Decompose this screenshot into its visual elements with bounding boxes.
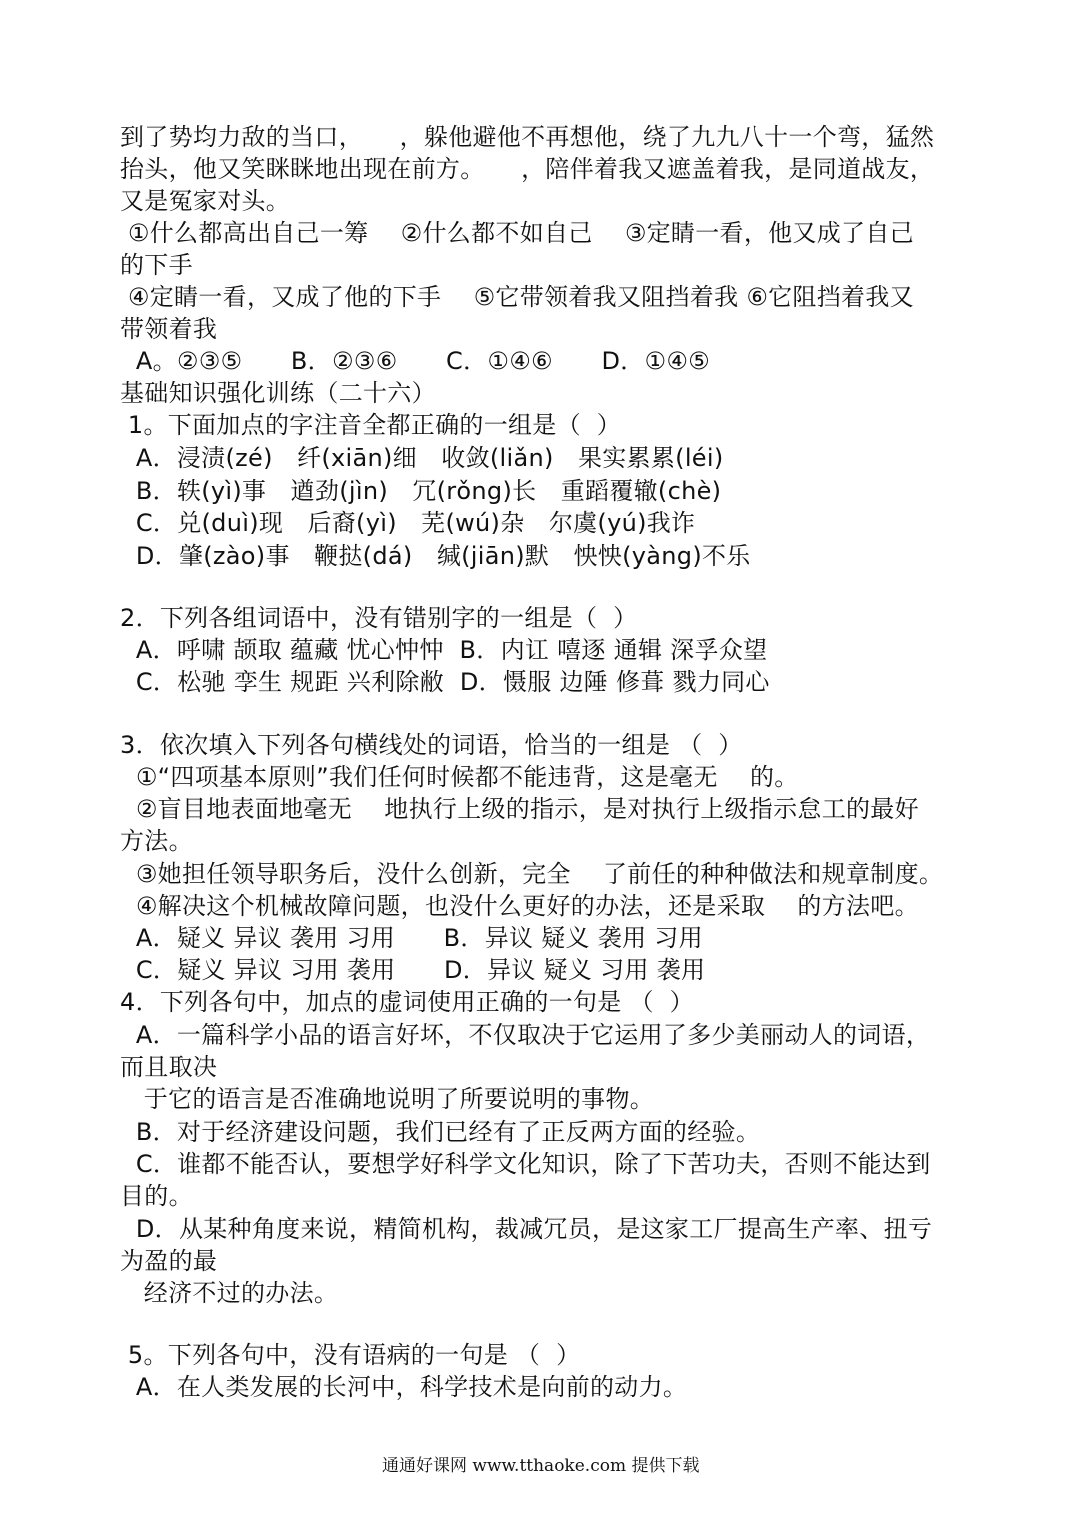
text-line: 的下手 <box>120 251 193 279</box>
question-2: 2．下列各组词语中，没有错别字的一组是（ ） <box>120 604 638 632</box>
answer-choices: A。②③⑤ B．②③⑥ C．①④⑥ D．①④⑤ <box>120 347 710 375</box>
text-line: 目的。 <box>120 1182 193 1210</box>
text-line: 带领着我 <box>120 315 218 343</box>
choice-line: D．从某种角度来说，精简机构，裁减冗员，是这家工厂提高生产率、扭亏 <box>120 1215 933 1243</box>
sentence-line: ③她担任领导职务后，没什么创新，完全 了前任的种种做法和规章制度。 <box>120 860 944 888</box>
choice-line: A．浸渍(zé) 纤(xiān)细 收敛(liǎn) 果实累累(léi) <box>120 444 724 472</box>
sentence-line: ④解决这个机械故障问题，也没什么更好的办法，还是采取 的方法吧。 <box>120 892 919 920</box>
choice-line: A．疑义 异议 袭用 习用 B．异议 疑义 袭用 习用 <box>120 924 703 952</box>
choice-line: B．对于经济建设问题，我们已经有了正反两方面的经验。 <box>120 1118 761 1146</box>
sentence-line: ②盲目地表面地毫无 地执行上级的指示，是对执行上级指示怠工的最好 <box>120 795 919 823</box>
choice-line: A．呼啸 颉取 蕴藏 忧心忡忡 B．内讧 嘻逐 通辑 深孚众望 <box>120 636 768 664</box>
section-title: 基础知识强化训练（二十六） <box>120 379 436 407</box>
choice-line: C．松驰 孪生 规距 兴利除敝 D．慑服 边陲 修葺 戮力同心 <box>120 668 770 696</box>
text-line: 经济不过的办法。 <box>120 1279 339 1307</box>
text-line: 于它的语言是否准确地说明了所要说明的事物。 <box>120 1085 655 1113</box>
choice-line: A．一篇科学小品的语言好坏，不仅取决于它运用了多少美丽动人的词语， <box>120 1021 931 1049</box>
question-1: 1。下面加点的字注音全都正确的一组是（ ） <box>120 411 622 439</box>
text-line: 抬头，他又笑眯眯地出现在前方。 ，陪伴着我又遮盖着我，是同道战友， <box>120 155 935 183</box>
choice-line: D．肇(zào)事 鞭挞(dá) 缄(jiān)默 怏怏(yàng)不乐 <box>120 542 751 570</box>
choice-line: A．在人类发展的长河中，科学技术是向前的动力。 <box>120 1373 688 1401</box>
question-5: 5。下列各句中，没有语病的一句是 （ ） <box>120 1341 581 1369</box>
text-line: 方法。 <box>120 827 193 855</box>
sentence-line: ①“四项基本原则”我们任何时候都不能违背，这是毫无 的。 <box>120 763 799 791</box>
choice-line: C．疑义 异议 习用 袭用 D．异议 疑义 习用 袭用 <box>120 956 706 984</box>
choice-line: C．谁都不能否认，要想学好科学文化知识，除了下苦功夫，否则不能达到 <box>120 1150 931 1178</box>
question-3: 3．依次填入下列各句横线处的词语，恰当的一组是 （ ） <box>120 731 743 759</box>
option-line: ④定睛一看，又成了他的下手 ⑤它带领着我又阻挡着我 ⑥它阻挡着我又 <box>120 283 914 311</box>
text-line: 而且取决 <box>120 1053 218 1081</box>
choice-line: C．兑(duì)现 后裔(yì) 芜(wú)杂 尔虞(yú)我诈 <box>120 509 696 537</box>
text-line: 为盈的最 <box>120 1247 218 1275</box>
choice-line: B．轶(yì)事 遒劲(jìn) 冗(rǒng)长 重蹈覆辙(chè) <box>120 477 722 505</box>
text-line: 到了势均力敌的当口， ，躲他避他不再想他，绕了九九八十一个弯，猛然 <box>120 123 935 151</box>
footer-note: 通通好课网 www.tthaoke.com 提供下载 <box>382 1456 700 1476</box>
text-line: 又是冤家对头。 <box>120 187 291 215</box>
question-4: 4．下列各句中，加点的虚词使用正确的一句是 （ ） <box>120 988 694 1016</box>
option-line: ①什么都高出自己一筹 ②什么都不如自己 ③定睛一看，他又成了自己 <box>120 219 914 247</box>
